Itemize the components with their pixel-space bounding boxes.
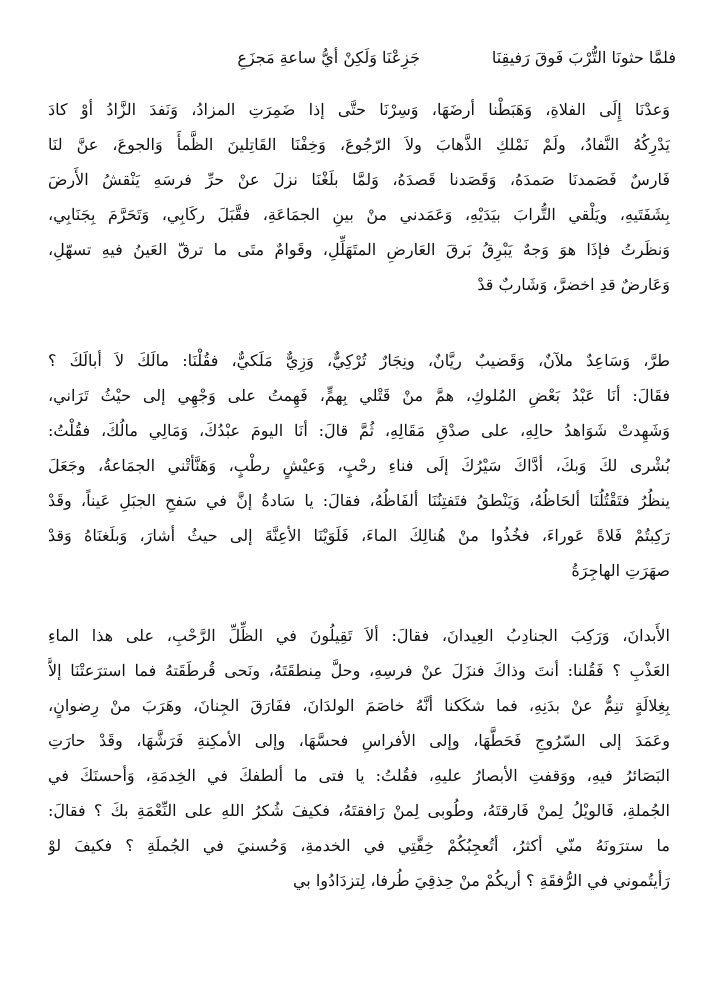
text-line: رَكِبتُمْ فَلاةً عَوراءَ، فخُذُوا منْ هُنالِكَ الماءَ، فَلَوَيْنَا الأعِنَّةَ إلى حيثُ أشارَ، وَبلَغنَاهُ وَقدْ [48, 526, 670, 545]
text-line: وعَمَدَ إلى السّرُوجِ فَحَطَّهَا، وإلى الأفراسِ فحسَّهَا، وإلى الأمكِنةِ فَرَشَّهَا، وقَدْ حارَتِ [48, 731, 670, 750]
text-line: رَأيتُموني في الرُّفقَةِ ؟ أريكُمْ منْ حِذقِيَ طُرفا، لِتزدَادُوا بي [292, 871, 670, 890]
text-line: العَذْبِ ؟ فَقُلنا: أنتَ وذاكَ فنزَلَ عنْ فرسِهِ، وحلَّ مِنطقَتَهُ، ونَحى قُرطَقَتهُ فما استرَعتْنَا إلاَّ [48, 661, 670, 680]
text-line: الجُملةِ، فَالويْلُ لِمنْ فَارقتَهُ، وطُوبى لِمنْ رَافقتَهُ، فكيفَ شُكرُ اللهِ على النِّعْمَةِ بكَ ؟ فقالَ: [48, 801, 670, 820]
text-line: بُشْرى لكَ وَبكَ، أدَّاكَ سَيْرُكَ إلَى فناءِ رحْبٍ، وَعيْشٍ رطْبٍ، وَهَنَّأتْني الجمَاعةُ، وجَعَلَ [48, 456, 670, 475]
text-line: ما سترَونَهُ منّي أكثرُ، أتُعجِبُكُمْ خِفَّتِي في الخدمةِ، وَحُسنيَ في الجُملَةِ ؟ فكيفَ لوْ [48, 836, 670, 855]
text-line: بِغِلالَةٍ تنِمُّ عنْ بدَنِهِ، فما شكَكنا أنَّهُ خاصَمَ الولدَانَ، ففَارَقَ الجِنانَ، وهَرَبَ منْ رِضوانٍ، [48, 696, 670, 715]
verse-first-hemistich: فلمَّا حثونَا التُّرْبَ فَوقَ رَفيقِنَا [491, 48, 676, 67]
text-line: بِشَفَتَيهِ، ويَلْقي التُّرابَ بيَدَيْهِ، وَعَمَدني منْ بينِ الجمَاعَةِ، فقَّبَلَ ركَابِي، وَتَحَرَّمَ بِجَنَابِي، [48, 205, 670, 224]
paragraph-2 [48, 343, 670, 588]
paragraph-3 [48, 618, 670, 898]
text-line: فَارسٌ فَصَمدنَا صَمدَهُ، وَقَصَدنا قَصدَهُ، وَلمَّا بلَغْنَا نزلَ عنْ حرِّ فرسَهِ يَنْقشُ الأَرضَ [48, 170, 670, 189]
text-line: الأَبدانَ، وَرَكِبَ الجنادِبُ العِيدانَ، فقالَ: ألاَ تَقِيلُونَ في الظِّلِّ الرَّحْبِ، على هذا الماءِ [48, 626, 670, 645]
text-line: يَدْرِكُهُ النَّفادُ، ولَمْ نَمْلكِ الذَّهابَ ولاَ الرّجُوعَ، وَخِفْنَا القَاتِلينَ الظَّمأَ وَالجوعَ، عنَّ لنَا [48, 135, 670, 154]
text-line: ينظُرُ فتَقْتُلُنَا ألحَاظُهُ، وَيَنْطقُ فتَفتِنُنَا ألفَاظُهُ، فقالَ: يا سَادةُ إنَّ في سَفحِ الجبَلِ عَيناً، وقَدْ [48, 491, 670, 510]
text-line: وَنظَرتُ فإذَا هوَ وَجهٌ يَبْرِقُ بَرقَ العَارضِ المتَهَلِّلِ، وقَوامٌ متَى ما ترقّ العَينُ فيهِ تسهّلِ، [48, 240, 670, 259]
text-line: صهَرَتِ الهاجِرَةُ [571, 561, 670, 580]
text-line: طرَّ، وَسَاعِدٌ ملآنٌ، وَقَضيبٌ ريَّانٌ، ونِجَارٌ تُرْكِيٌّ، وَزِيٌّ مَلَكيٌّ، فقُلْنَا: مالَكَ لاَ أبالَكَ ؟ [48, 351, 670, 370]
verse-second-hemistich: جَزِعْنَا وَلَكِنْ أيُّ ساعةِ مَجزَعِ [237, 48, 420, 67]
text-line: وَشَهِدتْ شَوَاهدُ حالِهِ، على صدْقِ مَقَالِهِ، ثُمَّ قالَ: أنَا اليومَ عبْدُكَ، وَمَالِي مالُكَ، فقُلْتُ: [48, 421, 670, 440]
poetry-verse [180, 42, 720, 82]
text-line: وَعدْنَا إِلَى الفلاةِ، وَهَبَطْنا أرضَهَا، وَسِرْنَا حتَّى إذا ضَمِرَتِ المزادُ، وَنَفدَ الزَّادُ أوْ كادَ [48, 100, 670, 119]
text-line: فقَالَ: أنَا عَبْدُ بَعْضِ المُلوكِ، همَّ منْ قَتْلي بِهمٍّ، فَهِمتُ على وَجْهِي إلى حيْثُ تَرَاني، [48, 386, 670, 405]
paragraph-1 [48, 92, 670, 302]
text-line: البَصَائرُ فيهِ، ووَقفتِ الأبصارُ عليهِ، فقُلتُ: يا فتى ما ألطفكَ في الخِدمَةِ، وَأحسنَكَ في [48, 766, 670, 785]
text-line: وَعَارضٌ قدِ اخضرَّ، وَشَاربٌ قدْ [477, 275, 670, 294]
